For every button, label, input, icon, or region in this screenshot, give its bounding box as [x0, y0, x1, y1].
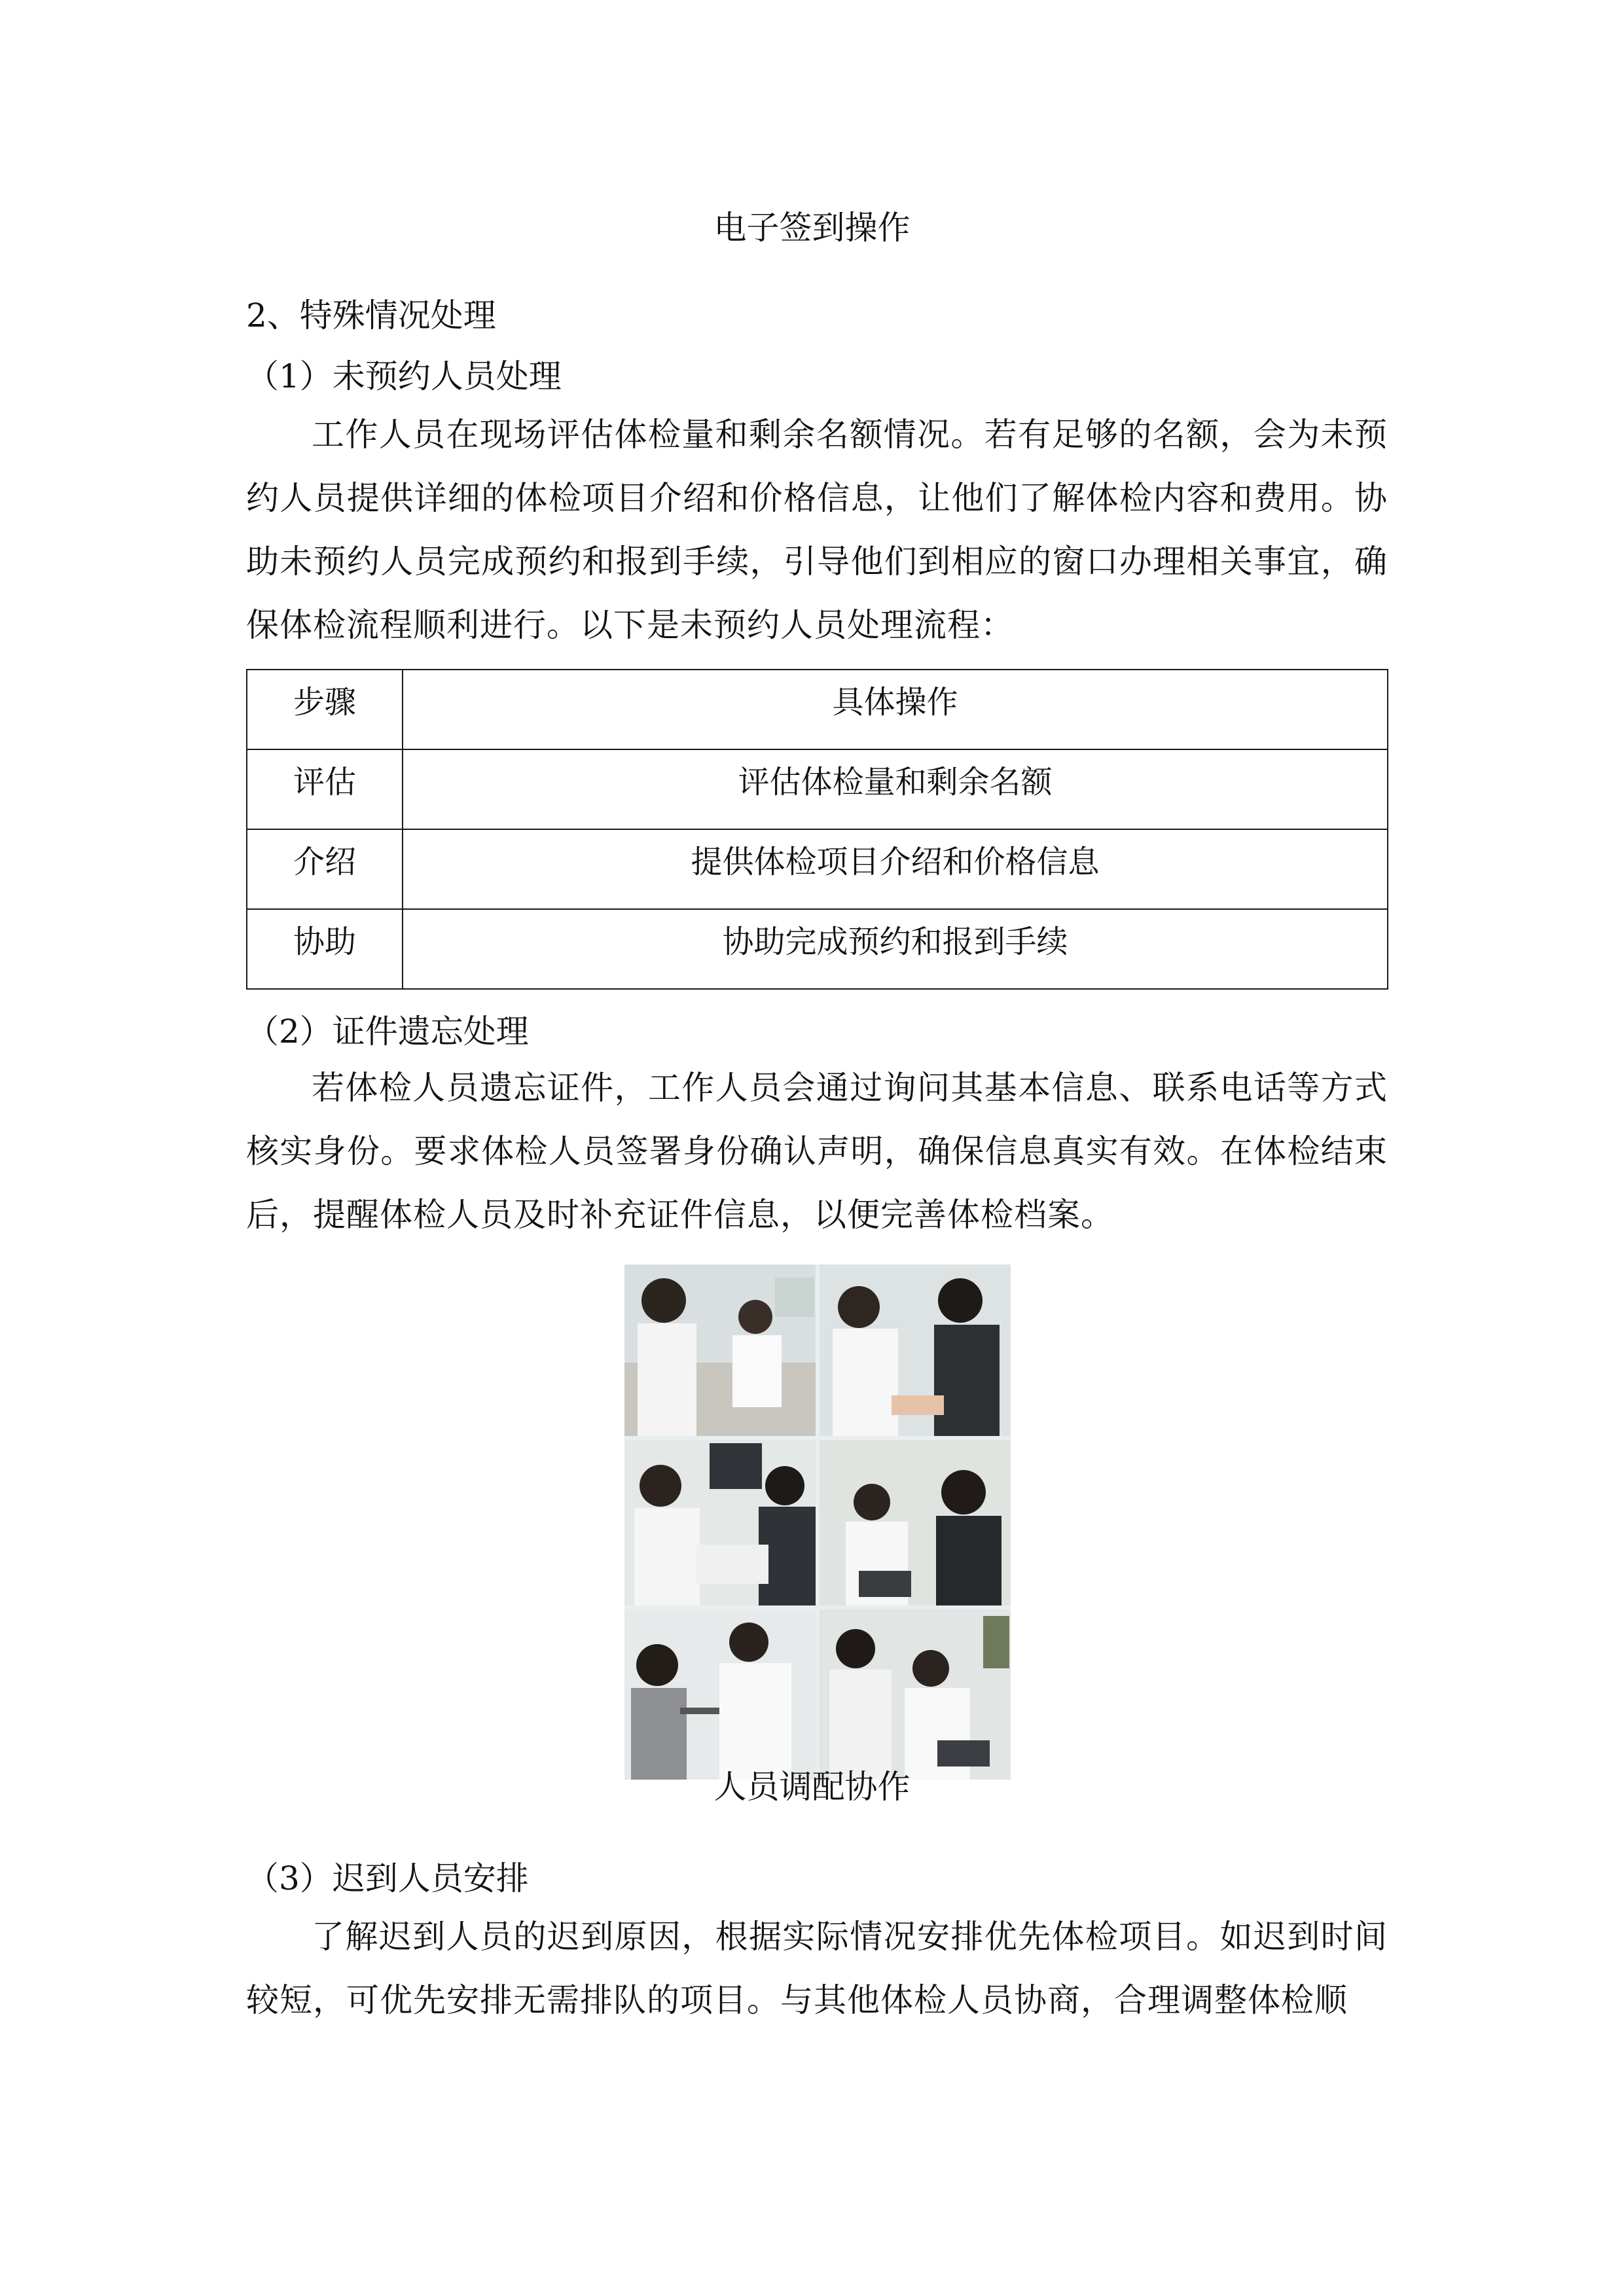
table-row	[247, 749, 1388, 829]
table-cell: 介绍	[247, 829, 403, 909]
table-cell: 协助	[247, 909, 403, 989]
table-row	[247, 829, 1388, 909]
table-row	[247, 909, 1388, 989]
table-cell: 协助完成预约和报到手续	[403, 909, 1388, 989]
subsection-heading-2: （2）证件遗忘处理	[246, 1013, 529, 1050]
paragraph-late-arrivals: 了解迟到人员的迟到原因，根据实际情况安排优先体检项目。如迟到时间较短，可优先安排无需排队的项目。与其他体检人员协商，合理调整体检顺	[246, 1918, 1388, 2019]
figure-caption-top: 电子签到操作	[713, 209, 911, 247]
paragraph-unreserved: 工作人员在现场评估体检量和剩余名额情况。若有足够的名额，会为未预约人员提供详细的体检项目介绍和价格信息，让他们了解体检内容和费用。协助未预约人员完成预约和报到手续，引导他们到相应的窗口办理相关事宜，确保体检流程顺利进行。以下是未预约人员处理流程：	[246, 416, 1388, 644]
paragraph-forgotten-id: 若体检人员遗忘证件，工作人员会通过询问其基本信息、联系电话等方式核实身份。要求体检人员签署身份确认声明，确保信息真实有效。在体检结束后，提醒体检人员及时补充证件信息，以便完善体检档案。	[246, 1069, 1388, 1234]
table-cell: 提供体检项目介绍和价格信息	[403, 829, 1388, 909]
table-cell: 评估体检量和剩余名额	[403, 749, 1388, 829]
table-header-cell: 步骤	[247, 670, 403, 749]
staff-coordination-photo-collage	[624, 1265, 1011, 1780]
figure-caption: 人员调配协作	[713, 1768, 911, 1806]
table-header-row	[247, 670, 1388, 749]
process-table	[246, 669, 1388, 990]
table-cell: 评估	[247, 749, 403, 829]
table-header-cell: 具体操作	[403, 670, 1388, 749]
subsection-heading-3: （3）迟到人员安排	[246, 1859, 529, 1897]
subsection-heading-1: （1）未预约人员处理	[246, 357, 562, 395]
section-heading: 2、特殊情况处理	[246, 296, 496, 334]
